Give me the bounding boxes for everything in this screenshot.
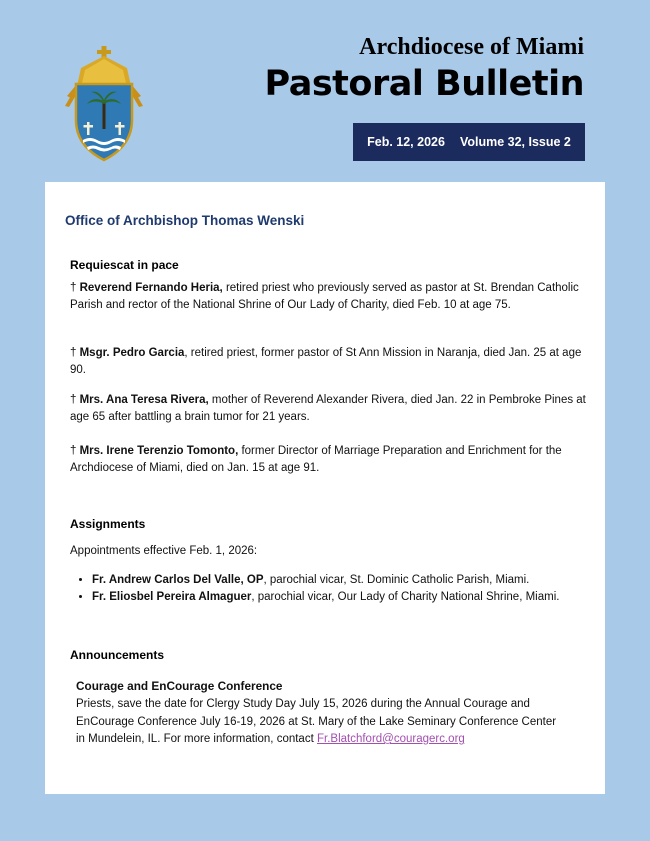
requiescat-heading: Requiescat in pace [70, 258, 179, 272]
assignments-intro: Appointments effective Feb. 1, 2026: [70, 545, 258, 557]
office-heading: Office of Archbishop Thomas Wenski [65, 213, 305, 228]
obituary-entry: † Mrs. Ana Teresa Rivera, mother of Reverend Alexander Rivera, died Jan. 22 in Pembroke Pines at age 65 after battling a brain tumor for 21 years. [70, 394, 586, 423]
assignment-text: , parochial vicar, St. Dominic Catholic Parish, Miami. [263, 574, 530, 586]
obituary-text: , retired priest, former pastor of St Ann Mission in Naranja, died Jan. 25 at age 90. [70, 347, 582, 376]
list-item [92, 589, 622, 606]
obituary-name: Mrs. Ana Teresa Rivera, [79, 394, 209, 406]
assignments-list [70, 572, 622, 606]
issue-date: Feb. 12, 2026 [367, 135, 445, 149]
obituary-name: Msgr. Pedro Garcia [79, 347, 185, 359]
obituary-text: retired priest who previously served as pastor at St. Brendan Catholic Parish and rector of the National Shrine of Our Lady of Charity, died Feb. 10 at age 75. [70, 282, 579, 311]
issue-volume: Volume 32, Issue 2 [459, 135, 571, 149]
obituary-entry: † Mrs. Irene Terenzio Tomonto, former Director of Marriage Preparation and Enrichment for the Archdiocese of Miami, died on Jan. 15 at age 91. [70, 445, 562, 474]
contact-email-link[interactable]: Fr.Blatchford@couragerc.org [316, 733, 465, 745]
publication-title: Pastoral Bulletin [264, 64, 584, 104]
announcements-heading: Announcements [70, 648, 165, 662]
assignee-name: Fr. Eliosbel Pereira Almaguer [92, 591, 252, 603]
bulletin-content-panel [45, 182, 605, 794]
announcement-body [76, 696, 566, 749]
obituary-text: mother of Reverend Alexander Rivera, died Jan. 22 in Pembroke Pines at age 65 after battling a brain tumor for 21 years. [70, 394, 586, 423]
obituary-name: Reverend Fernando Heria, [79, 282, 223, 294]
obituary-name: Mrs. Irene Terenzio Tomonto, [79, 445, 239, 457]
list-item [92, 572, 622, 589]
assignee-name: Fr. Andrew Carlos Del Valle, OP [92, 574, 264, 586]
organization-title: Archdiocese of Miami [359, 34, 584, 60]
announcement-title: Courage and EnCourage Conference [76, 679, 283, 693]
issue-info-bar [353, 123, 585, 161]
assignments-heading: Assignments [70, 517, 146, 531]
announcement-text: Priests, save the date for Clergy Study Day July 15, 2026 during the Annual Courage and EnCourage Conference July 16-19, 2026 at St. Mary of the Lake Seminary Conference Center in Mundelein, IL. For more information, contact [76, 698, 557, 745]
obituary-text: former Director of Marriage Preparation and Enrichment for the Archdiocese of Miami, died on Jan. 15 at age 91. [70, 445, 562, 474]
obituary-entry: † Msgr. Pedro Garcia, retired priest, former pastor of St Ann Mission in Naranja, died Jan. 25 at age 90. [70, 347, 582, 376]
assignment-text: , parochial vicar, Our Lady of Charity National Shrine, Miami. [251, 591, 560, 603]
obituary-entry: † Reverend Fernando Heria, retired priest who previously served as pastor at St. Brendan Catholic Parish and rector of the National Shrine of Our Lady of Charity, died Feb. 10 at age 75. [70, 282, 579, 311]
archdiocese-crest-logo [63, 46, 145, 164]
